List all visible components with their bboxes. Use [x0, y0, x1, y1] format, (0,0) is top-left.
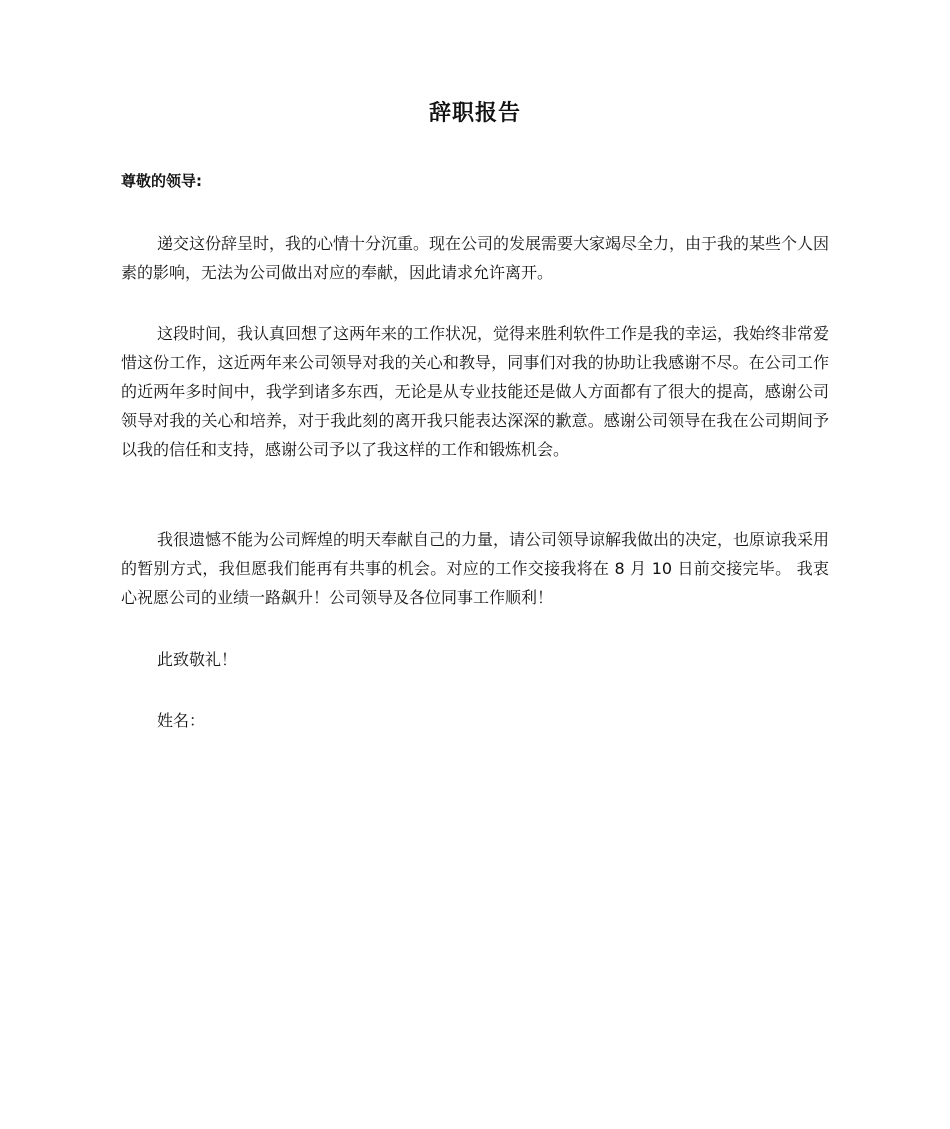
salutation: 尊敬的领导:	[121, 172, 202, 190]
body-paragraph-3: 我很遗憾不能为公司辉煌的明天奉献自己的力量，请公司领导谅解我做出的决定，也原谅我采用的暂别方式，我但愿我们能再有共事的机会。对应的工作交接我将在 8 月 10 日前交接完毕。 我衷心祝愿公司的业绩一路飙升！公司领导及各位同事工作顺利！	[121, 530, 830, 607]
closing-line: 此致敬礼！	[157, 650, 238, 669]
name-label: 姓名：	[157, 711, 206, 730]
body-paragraph-1: 递交这份辞呈时，我的心情十分沉重。现在公司的发展需要大家竭尽全力，由于我的某些个人因素的影响，无法为公司做出对应的奉献，因此请求允许离开。	[121, 234, 830, 282]
body-paragraph-2: 这段时间，我认真回想了这两年来的工作状况，觉得来胜利软件工作是我的幸运，我始终非常爱惜这份工作，这近两年来公司领导对我的关心和教导，同事们对我的协助让我感谢不尽。在公司工作的近两年多时间中，我学到诸多东西，无论是从专业技能还是做人方面都有了很大的提高，感谢公司领导对我的关心和培养，对于我此刻的离开我只能表达深深的歉意。感谢公司领导在我在公司期间予以我的信任和支持，感谢公司予以了我这样的工作和锻炼机会。	[121, 324, 830, 459]
document-title: 辞职报告	[428, 101, 521, 126]
